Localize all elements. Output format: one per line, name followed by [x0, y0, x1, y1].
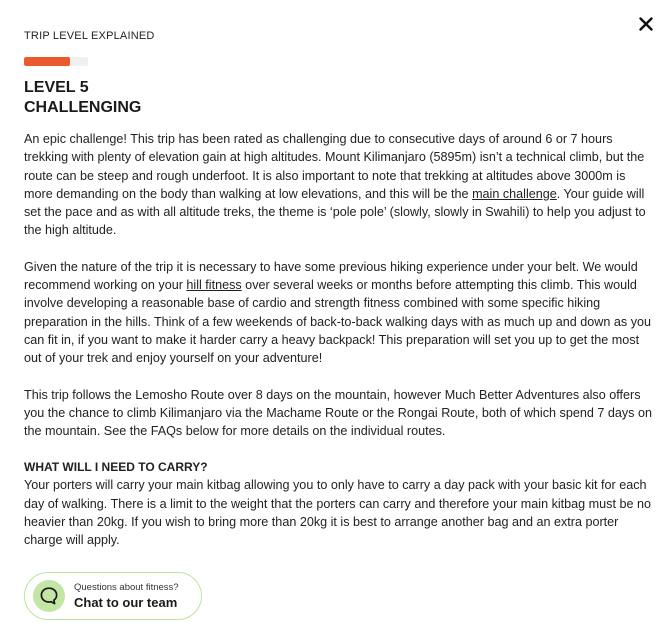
trip-level-description [24, 130, 654, 550]
carry-heading: WHAT WILL I NEED TO CARRY? [24, 460, 208, 475]
paragraph-challenge: An epic challenge! This trip has been rated as challenging due to consecutive days of around 6 or 7 hours trekking with plenty of elevation gain at high altitudes. Mount Kilimanjaro (5895m) isn’t a technical climb, but the route can be steep and rough underfoot. It is also important to note that trekking at altitudes above 3000m is more demanding on the body than walking at low elevations, and this will be the main challenge. Your guide will set the pace and as with all altitude treks, the theme is ‘pole pole’ (slowly, slowly in Swahili) to help you adjust to the high altitude. [24, 132, 646, 238]
close-icon [639, 17, 653, 31]
chat-to-team-button[interactable] [24, 572, 202, 620]
level-indicator-bar [24, 57, 88, 66]
hill-fitness-link[interactable]: hill fitness [186, 278, 242, 293]
modal-eyebrow: TRIP LEVEL EXPLAINED [24, 30, 155, 42]
main-challenge-link[interactable]: main challenge [472, 186, 557, 201]
level-title [24, 78, 141, 118]
chat-text [74, 582, 179, 611]
level-indicator-fill [24, 57, 70, 66]
level-name: CHALLENGING [24, 99, 142, 116]
level-number: LEVEL 5 [24, 79, 89, 96]
paragraph-fitness: Given the nature of the trip it is necessary to have some previous hiking experience under your belt. We would recommend working on your hill fitness over several weeks or months before attempting this climb. This would involve developing a reasonable base of cardio and strength fitness combined with some specific hiking preparation in the hills. Think of a few weekends of back-to-back walking days with as much up and down as you can fit in, if you want to make it harder carry a heavy backpack! This preparation will set you up to get the most out of your trek and enjoy yourself on your adventure! [24, 259, 652, 366]
chat-bubble-icon [33, 580, 65, 612]
close-button[interactable] [636, 14, 656, 34]
paragraph-carry: Your porters will carry your main kitbag allowing you to only have to carry a day pack with your basic kit for each day of walking. There is a limit to the weight that the porters can carry and therefore your main kitbag must be no heavier than 20kg. If you wish to bring more than 20kg it is best to arrange another bag and an extra porter charge will apply. [24, 478, 651, 548]
paragraph-routes: This trip follows the Lemosho Route over 8 days on the mountain, however Much Better Adventures also offers you the chance to climb Kilimanjaro via the Machame Route or the Rongai Route, both of which spend 7 days on the mountain. See the FAQs below for more details on the individual routes. [24, 387, 652, 439]
chat-small-label: Questions about fitness? [74, 581, 179, 593]
chat-big-label: Chat to our team [74, 594, 178, 610]
